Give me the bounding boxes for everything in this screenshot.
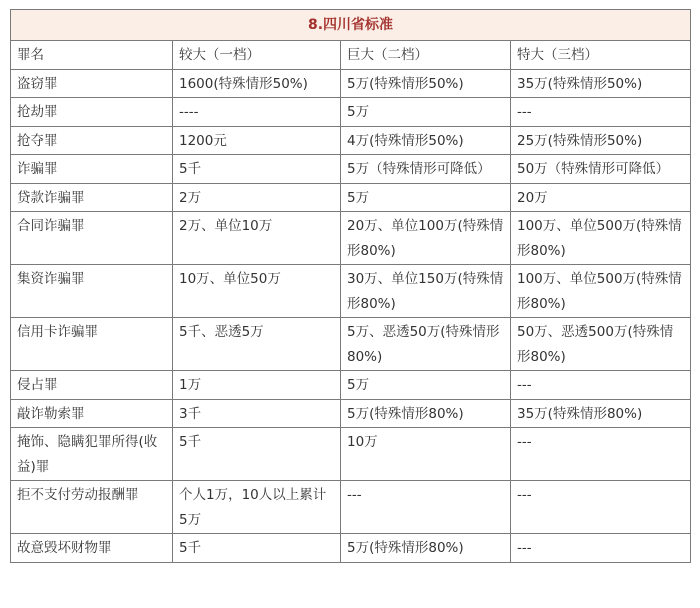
table-row xyxy=(11,534,691,563)
header-row xyxy=(11,41,691,70)
tier-3-value: --- xyxy=(511,534,691,563)
table-title: 8.四川省标准 xyxy=(11,10,691,41)
tier-3-value: --- xyxy=(511,481,691,534)
tier-3-value: 25万(特殊情形50%) xyxy=(511,126,691,155)
header-tier-3: 特大（三档） xyxy=(511,41,691,70)
crime-name: 集资诈骗罪 xyxy=(11,265,173,318)
tier-1-value: 5千 xyxy=(173,428,341,481)
tier-2-value: 5万(特殊情形50%) xyxy=(341,69,511,98)
crime-name: 贷款诈骗罪 xyxy=(11,183,173,212)
tier-2-value: --- xyxy=(341,481,511,534)
tier-3-value: --- xyxy=(511,98,691,127)
tier-2-value: 5万 xyxy=(341,98,511,127)
tier-2-value: 5万、恶透50万(特殊情形80%) xyxy=(341,318,511,371)
tier-2-value: 5万(特殊情形80%) xyxy=(341,399,511,428)
tier-1-value: 1600(特殊情形50%) xyxy=(173,69,341,98)
tier-3-value: 35万(特殊情形80%) xyxy=(511,399,691,428)
tier-3-value: --- xyxy=(511,428,691,481)
tier-3-value: --- xyxy=(511,371,691,400)
table-row xyxy=(11,183,691,212)
tier-3-value: 100万、单位500万(特殊情形80%) xyxy=(511,265,691,318)
tier-2-value: 4万(特殊情形50%) xyxy=(341,126,511,155)
crime-name: 合同诈骗罪 xyxy=(11,212,173,265)
tier-1-value: 10万、单位50万 xyxy=(173,265,341,318)
table-row xyxy=(11,318,691,371)
table-row xyxy=(11,126,691,155)
crime-name: 故意毁坏财物罪 xyxy=(11,534,173,563)
tier-2-value: 20万、单位100万(特殊情形80%) xyxy=(341,212,511,265)
tier-2-value: 10万 xyxy=(341,428,511,481)
tier-3-value: 50万、恶透500万(特殊情形80%) xyxy=(511,318,691,371)
crime-name: 抢夺罪 xyxy=(11,126,173,155)
sichuan-standards-table xyxy=(10,9,691,563)
crime-name: 掩饰、隐瞒犯罪所得(收益)罪 xyxy=(11,428,173,481)
crime-name: 盗窃罪 xyxy=(11,69,173,98)
header-tier-1: 较大（一档） xyxy=(173,41,341,70)
tier-2-value: 5万（特殊情形可降低） xyxy=(341,155,511,184)
crime-name: 拒不支付劳动报酬罪 xyxy=(11,481,173,534)
standards-table-container xyxy=(10,9,690,563)
tier-1-value: 个人1万，10人以上累计5万 xyxy=(173,481,341,534)
tier-1-value: 2万 xyxy=(173,183,341,212)
table-row xyxy=(11,428,691,481)
title-row xyxy=(11,10,691,41)
tier-1-value: 3千 xyxy=(173,399,341,428)
table-row xyxy=(11,481,691,534)
tier-1-value: 2万、单位10万 xyxy=(173,212,341,265)
tier-3-value: 35万(特殊情形50%) xyxy=(511,69,691,98)
tier-2-value: 5万 xyxy=(341,183,511,212)
tier-1-value: 5千 xyxy=(173,534,341,563)
table-row xyxy=(11,155,691,184)
tier-1-value: 1200元 xyxy=(173,126,341,155)
tier-1-value: 5千、恶透5万 xyxy=(173,318,341,371)
tier-1-value: 5千 xyxy=(173,155,341,184)
tier-1-value: ---- xyxy=(173,98,341,127)
table-row xyxy=(11,265,691,318)
tier-2-value: 5万 xyxy=(341,371,511,400)
tier-1-value: 1万 xyxy=(173,371,341,400)
table-row xyxy=(11,69,691,98)
tier-3-value: 20万 xyxy=(511,183,691,212)
table-row xyxy=(11,98,691,127)
crime-name: 侵占罪 xyxy=(11,371,173,400)
tier-3-value: 50万（特殊情形可降低） xyxy=(511,155,691,184)
header-crime: 罪名 xyxy=(11,41,173,70)
crime-name: 敲诈勒索罪 xyxy=(11,399,173,428)
tier-3-value: 100万、单位500万(特殊情形80%) xyxy=(511,212,691,265)
tier-2-value: 30万、单位150万(特殊情形80%) xyxy=(341,265,511,318)
header-tier-2: 巨大（二档） xyxy=(341,41,511,70)
crime-name: 诈骗罪 xyxy=(11,155,173,184)
table-row xyxy=(11,212,691,265)
tier-2-value: 5万(特殊情形80%) xyxy=(341,534,511,563)
crime-name: 信用卡诈骗罪 xyxy=(11,318,173,371)
table-row xyxy=(11,399,691,428)
table-row xyxy=(11,371,691,400)
crime-name: 抢劫罪 xyxy=(11,98,173,127)
